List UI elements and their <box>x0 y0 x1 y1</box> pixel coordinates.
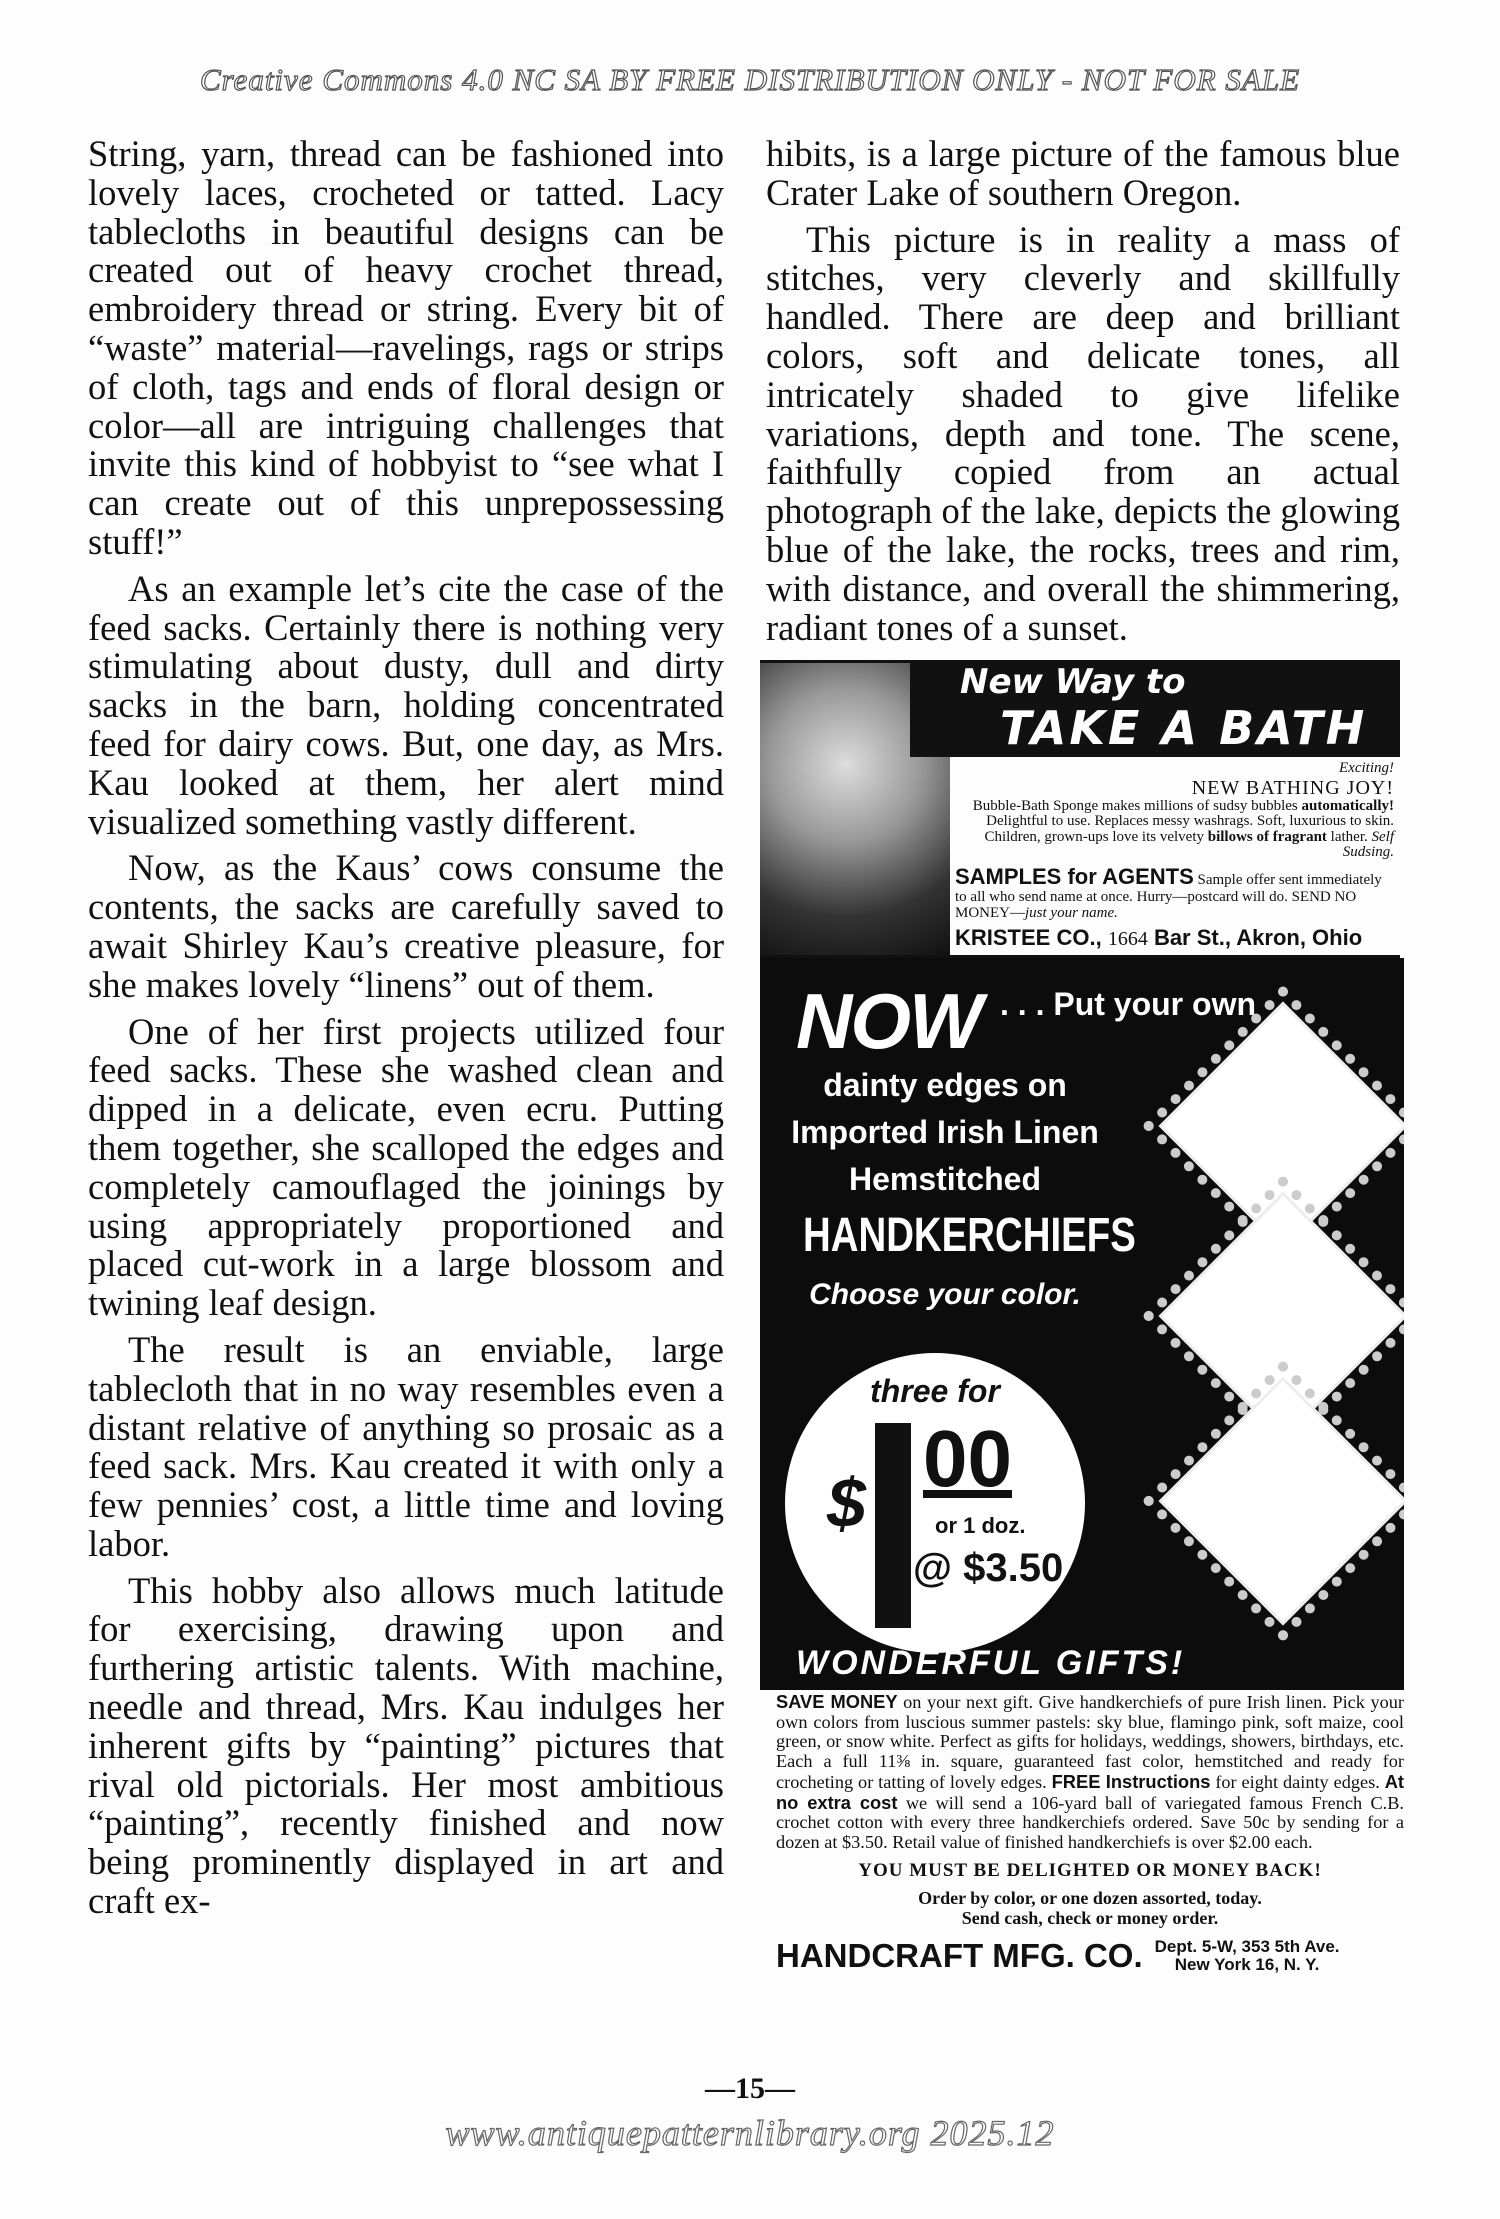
text: Delightful to use. Replaces messy washrags. Soft, luxurious to skin. Children, grown-ups love its velvety <box>984 813 1394 845</box>
paragraph: This picture is in reality a mass of stitches, very cleverly and skillfully handled. There are deep and brilliant colors, soft and delicate tones, all intricately shaded to give lifelike variations, depth and tone. The scene, faithfully copied from an actual photograph of the lake, depicts the glowing blue of the lake, the rocks, trees and rim, with distance, and overall the shimmering, radiant tones of a sunset. <box>766 218 1400 648</box>
paragraph: This hobby also allows much latitude for exercising, drawing upon and furthering artistic talents. With machine, needle and thread, Mrs. Kau indulges her inherent gifts by “painting” pictures that rival old pictorials. Her most ambitious “painting”, recently finished and now being prominently displayed in art and craft ex- <box>88 1569 724 1922</box>
dozen-price: @ $3.50 <box>913 1546 1064 1590</box>
license-header: Creative Commons 4.0 NC SA BY FREE DISTRIBUTION ONLY - NOT FOR SALE <box>199 62 1301 97</box>
paragraph: String, yarn, thread can be fashioned into lovely laces, crocheted or tatted. Lacy tablecloths in beautiful designs can be created out of heavy crochet thread, embroidery thread or string. Every bit of “waste” material—ravelings, rags or strips of cloth, tags and ends of floral design or color—all are intriguing challenges that invite this kind of hobbyist to “see what I can create out of this unprepossessing stuff!” <box>88 133 724 562</box>
paragraph: Now, as the Kaus’ cows consume the contents, the sacks are carefully saved to await Shirley Kau’s creative pleasure, for she makes lovely “linens” out of them. <box>88 847 724 1005</box>
text: billows of fragrant <box>1207 828 1327 845</box>
paragraph: hibits, is a large picture of the famous blue Crater Lake of southern Oregon. <box>766 133 1400 213</box>
ad-line: dainty edges on <box>823 1067 1067 1103</box>
guarantee-text: YOU MUST BE DELIGHTED OR MONEY BACK! <box>858 1859 1322 1881</box>
company-name: KRISTEE CO., <box>955 924 1102 950</box>
text: Dept. 5-W, 353 5th Ave. <box>1154 1937 1340 1957</box>
ad-tagline: WONDERFUL GIFTS! <box>796 1644 1186 1682</box>
ad-headline: New Way to <box>960 662 1186 702</box>
company-block <box>776 1938 1404 1974</box>
handkerchief-ad-text <box>776 1692 1404 1974</box>
footer-url: www.antiquepatternlibrary.org 2025.12 <box>445 2113 1055 2153</box>
numeral-one <box>875 1423 911 1628</box>
joy-text: NEW BATHING JOY! <box>1191 776 1394 799</box>
text: lather. <box>1330 828 1368 845</box>
company-name: HANDCRAFT MFG. CO. <box>776 1937 1143 1975</box>
ad-line: Hemstitched <box>848 1161 1042 1197</box>
company-address <box>1155 1938 1340 1974</box>
text: we will send a 106-yard ball of variegated famous French C.B. crochet cotton with every three handkerchiefs ordered. Save 50c by sending for a dozen at $3.50. Retail value of finished handkerchiefs is over $2.00 each. <box>776 1792 1405 1852</box>
text: At no extra cost <box>776 1770 1404 1813</box>
text: just your name. <box>1025 904 1118 921</box>
handkerchief-image <box>1159 1377 1404 1626</box>
ad-subheadline: . . . Put your own <box>1000 986 1256 1022</box>
dollar-sign: $ <box>827 1464 866 1542</box>
page-number: —15— <box>705 2072 795 2105</box>
ad-headline: NOW <box>796 977 981 1065</box>
text: for eight dainty edges. <box>1215 1771 1380 1792</box>
text: 1664 <box>1107 927 1148 950</box>
ad-line: Choose your color. <box>809 1278 1081 1311</box>
right-column <box>766 135 1400 655</box>
text: Bubble-Bath Sponge makes millions of sudsy bubbles <box>972 797 1298 814</box>
handkerchief-ad <box>760 958 1404 1690</box>
paragraph: The result is an enviable, large tablecloth that in no way resembles even a distant relative of anything so prosaic as a feed sack. Mrs. Kau created it with only a few pennies’ cost, a little time and loving labor. <box>88 1328 724 1564</box>
price-circle <box>785 1353 1085 1653</box>
ad-product: HANDKERCHIEFS <box>803 1209 1136 1262</box>
paragraph: One of her first projects utilized four feed sacks. These she washed clean and dipped in a delicate, even ecru. Putting them together, she scalloped the edges and completely camouflaged the joinings by using appropriately proportioned and placed cut-work in a large blossom and twining leaf design. <box>88 1010 724 1324</box>
text: SAVE MONEY <box>776 1691 898 1712</box>
text: automatically! <box>1301 797 1394 814</box>
paragraph: As an example let’s cite the case of the feed sacks. Certainly there is nothing very stimulating about dusty, dull and dirty sacks in the barn, holding concentrated feed for dairy cows. But, one day, as Mrs. Kau looked at them, her alert mind visualized something vastly different. <box>88 567 724 842</box>
ad-line: Imported Irish Linen <box>791 1114 1099 1150</box>
text: Send cash, check or money order. <box>961 1908 1219 1929</box>
left-column <box>88 135 724 1929</box>
text: FREE Instructions <box>1051 1770 1211 1792</box>
ad-headline: TAKE A BATH <box>1000 701 1368 755</box>
bath-sponge-ad <box>760 660 1400 958</box>
price-label: three for <box>870 1373 1000 1409</box>
text: Self Sudsing. <box>1342 828 1394 860</box>
text: on your next gift. Give handkerchiefs of pure Irish linen. Pick your own colors from luscious summer pastels: sky blue, flamingo pink, soft maize, cool green, or snow white. Perfect as gifts for holidays, weddings, showers, birthdays, etc. Each a full 11⅜ in. square, guaranteed fast color, hemstitched and ready for crocheting or tatting of lovely edges. <box>776 1692 1405 1792</box>
dozen-label: or 1 doz. <box>935 1513 1026 1538</box>
text: Order by color, or one dozen assorted, today. <box>918 1888 1262 1909</box>
text: Sample offer sent immediately to all who send name at once. Hurry—postcard will do. SEND NO MONEY— <box>955 871 1382 921</box>
company-address: Bar St., Akron, Ohio <box>1153 924 1363 950</box>
samples-heading: SAMPLES for AGENTS <box>955 863 1194 889</box>
ad-body <box>955 761 1394 952</box>
text: New York 16, N. Y. <box>1174 1955 1320 1975</box>
exciting-text: Exciting! <box>1339 760 1394 776</box>
order-text <box>776 1888 1404 1928</box>
price-cents: 00 <box>923 1414 1012 1503</box>
